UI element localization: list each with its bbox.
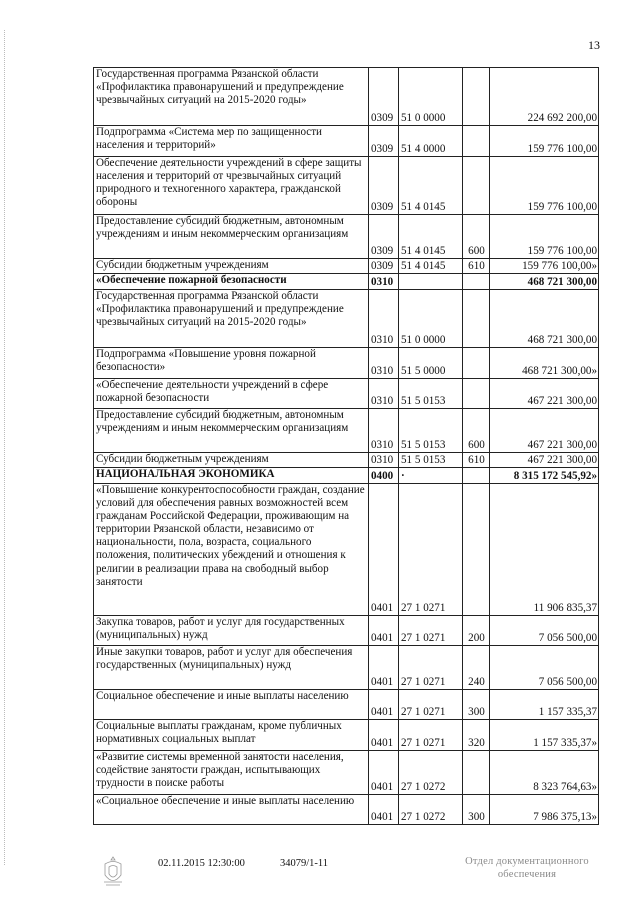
row-expense-type: 240 — [463, 646, 490, 690]
row-expense-type — [463, 484, 490, 616]
row-name: Подпрограмма «Система мер по защищенности населения и территорий» — [94, 126, 369, 157]
table-row — [94, 126, 599, 157]
footer-document-number: 34079/1-11 — [280, 858, 329, 869]
row-name: Предоставление субсидий бюджетным, автономным учреждениям и иным некоммерческим организациям — [94, 409, 369, 453]
row-amount: 1 157 335,37» — [490, 720, 599, 751]
row-name: Подпрограмма «Повышение уровня пожарной безопасности» — [94, 348, 369, 379]
row-amount: 7 056 500,00 — [490, 646, 599, 690]
table-row — [94, 68, 599, 126]
row-amount: 467 221 300,00 — [490, 453, 599, 468]
row-expense-type — [463, 290, 490, 348]
table-row — [94, 259, 599, 274]
row-name: «Социальное обеспечение и иные выплаты населению — [94, 795, 369, 825]
row-expense-type: 610 — [463, 453, 490, 468]
table-row — [94, 795, 599, 825]
row-section-code: 0401 — [369, 646, 399, 690]
row-section-code: 0309 — [369, 259, 399, 274]
row-amount: 11 906 835,37 — [490, 484, 599, 616]
row-target-code: 27 1 0272 — [399, 751, 463, 795]
row-amount: 159 776 100,00 — [490, 126, 599, 157]
row-name: Государственная программа Рязанской области «Профилактика правонарушений и предупреждение чрезвычайных ситуаций на 2015-2020 годы» — [94, 290, 369, 348]
table-row — [94, 468, 599, 484]
row-target-code: 51 4 0145 — [399, 215, 463, 259]
row-expense-type — [463, 274, 490, 290]
row-target-code: 27 1 0271 — [399, 484, 463, 616]
row-target-code: 27 1 0271 — [399, 646, 463, 690]
row-expense-type: 600 — [463, 409, 490, 453]
row-target-code: 27 1 0271 — [399, 690, 463, 720]
row-expense-type: 200 — [463, 616, 490, 646]
row-name: Социальное обеспечение и иные выплаты населению — [94, 690, 369, 720]
row-section-code: 0309 — [369, 68, 399, 126]
row-section-code: 0401 — [369, 720, 399, 751]
table-row — [94, 274, 599, 290]
coat-of-arms-icon — [100, 855, 126, 889]
table-row — [94, 484, 599, 616]
row-amount: 1 157 335,37 — [490, 690, 599, 720]
row-section-code: 0401 — [369, 795, 399, 825]
row-name: Социальные выплаты гражданам, кроме публичных нормативных социальных выплат — [94, 720, 369, 751]
page-footer — [0, 855, 640, 895]
row-target-code: 27 1 0271 — [399, 616, 463, 646]
table-row — [94, 379, 599, 409]
row-amount: 467 221 300,00 — [490, 379, 599, 409]
row-section-code: 0400 — [369, 468, 399, 484]
row-section-code: 0310 — [369, 274, 399, 290]
row-expense-type — [463, 468, 490, 484]
row-expense-type — [463, 379, 490, 409]
row-name: Субсидии бюджетным учреждениям — [94, 453, 369, 468]
row-section-code: 0310 — [369, 348, 399, 379]
row-expense-type: 320 — [463, 720, 490, 751]
row-section-code: 0310 — [369, 453, 399, 468]
row-name: «Повышение конкурентоспособности граждан, создание условий для обеспечения равных возможностей всем гражданам Российской Федерации, проживающим на территории Рязанской области, независимо от национальности, пола, возраста, социального положения, политических убеждений и отношения к религии в реализации права на свободный выбор занятости — [94, 484, 369, 616]
row-section-code: 0310 — [369, 409, 399, 453]
row-target-code: 27 1 0271 — [399, 720, 463, 751]
row-section-code: 0309 — [369, 215, 399, 259]
row-section-code: 0309 — [369, 157, 399, 215]
table-row — [94, 409, 599, 453]
row-section-code: 0401 — [369, 690, 399, 720]
row-name: «Обеспечение деятельности учреждений в сфере пожарной безопасности — [94, 379, 369, 409]
row-amount: 8 315 172 545,92» — [490, 468, 599, 484]
budget-table-body — [94, 68, 599, 825]
row-target-code: 51 5 0153 — [399, 379, 463, 409]
department-stamp: Отдел документационного обеспечения — [465, 856, 589, 880]
row-amount: 468 721 300,00 — [490, 290, 599, 348]
row-name: Иные закупки товаров, работ и услуг для обеспечения государственных (муниципальных) нужд — [94, 646, 369, 690]
row-amount: 468 721 300,00» — [490, 348, 599, 379]
table-row — [94, 646, 599, 690]
row-expense-type — [463, 348, 490, 379]
row-expense-type — [463, 157, 490, 215]
row-section-code: 0310 — [369, 290, 399, 348]
row-amount: 7 056 500,00 — [490, 616, 599, 646]
row-section-code: 0310 — [369, 379, 399, 409]
row-target-code: 51 4 0000 — [399, 126, 463, 157]
row-target-code: 51 0 0000 — [399, 290, 463, 348]
row-target-code — [399, 274, 463, 290]
table-row — [94, 348, 599, 379]
row-name: «Развитие системы временной занятости населения, содействие занятости граждан, испытывающих трудности в поиске работы — [94, 751, 369, 795]
row-expense-type: 600 — [463, 215, 490, 259]
table-row — [94, 157, 599, 215]
row-amount: 159 776 100,00 — [490, 215, 599, 259]
row-target-code: · — [399, 468, 463, 484]
table-row — [94, 616, 599, 646]
row-section-code: 0401 — [369, 616, 399, 646]
row-name: Закупка товаров, работ и услуг для государственных (муниципальных) нужд — [94, 616, 369, 646]
row-name: Государственная программа Рязанской области «Профилактика правонарушений и предупреждение чрезвычайных ситуаций на 2015-2020 годы» — [94, 68, 369, 126]
page-number: 13 — [588, 38, 600, 52]
row-target-code: 51 0 0000 — [399, 68, 463, 126]
table-row — [94, 453, 599, 468]
row-target-code: 51 4 0145 — [399, 157, 463, 215]
table-row — [94, 751, 599, 795]
row-name: Обеспечение деятельности учреждений в сфере защиты населения и территорий от чрезвычайных ситуаций природного и техногенного характера, гражданской обороны — [94, 157, 369, 215]
row-target-code: 27 1 0272 — [399, 795, 463, 825]
row-name: «Обеспечение пожарной безопасности — [94, 274, 369, 290]
budget-table — [93, 67, 599, 825]
row-amount: 7 986 375,13» — [490, 795, 599, 825]
row-section-code: 0401 — [369, 484, 399, 616]
row-target-code: 51 5 0000 — [399, 348, 463, 379]
table-row — [94, 290, 599, 348]
table-row — [94, 215, 599, 259]
table-row — [94, 690, 599, 720]
table-row — [94, 720, 599, 751]
row-amount: 159 776 100,00 — [490, 157, 599, 215]
row-amount: 8 323 764,63» — [490, 751, 599, 795]
row-expense-type: 300 — [463, 690, 490, 720]
row-section-code: 0309 — [369, 126, 399, 157]
row-section-code: 0401 — [369, 751, 399, 795]
row-name: Предоставление субсидий бюджетным, автономным учреждениям и иным некоммерческим организациям — [94, 215, 369, 259]
row-amount: 224 692 200,00 — [490, 68, 599, 126]
row-amount: 467 221 300,00 — [490, 409, 599, 453]
row-expense-type — [463, 751, 490, 795]
row-target-code: 51 5 0153 — [399, 453, 463, 468]
row-expense-type: 300 — [463, 795, 490, 825]
row-target-code: 51 5 0153 — [399, 409, 463, 453]
row-amount: 159 776 100,00» — [490, 259, 599, 274]
row-name: НАЦИОНАЛЬНАЯ ЭКОНОМИКА — [94, 468, 369, 484]
binding-margin — [4, 30, 8, 865]
row-expense-type — [463, 126, 490, 157]
row-amount: 468 721 300,00 — [490, 274, 599, 290]
row-expense-type — [463, 68, 490, 126]
row-target-code: 51 4 0145 — [399, 259, 463, 274]
row-expense-type: 610 — [463, 259, 490, 274]
footer-date: 02.11.2015 12:30:00 — [158, 858, 245, 869]
row-name: Субсидии бюджетным учреждениям — [94, 259, 369, 274]
